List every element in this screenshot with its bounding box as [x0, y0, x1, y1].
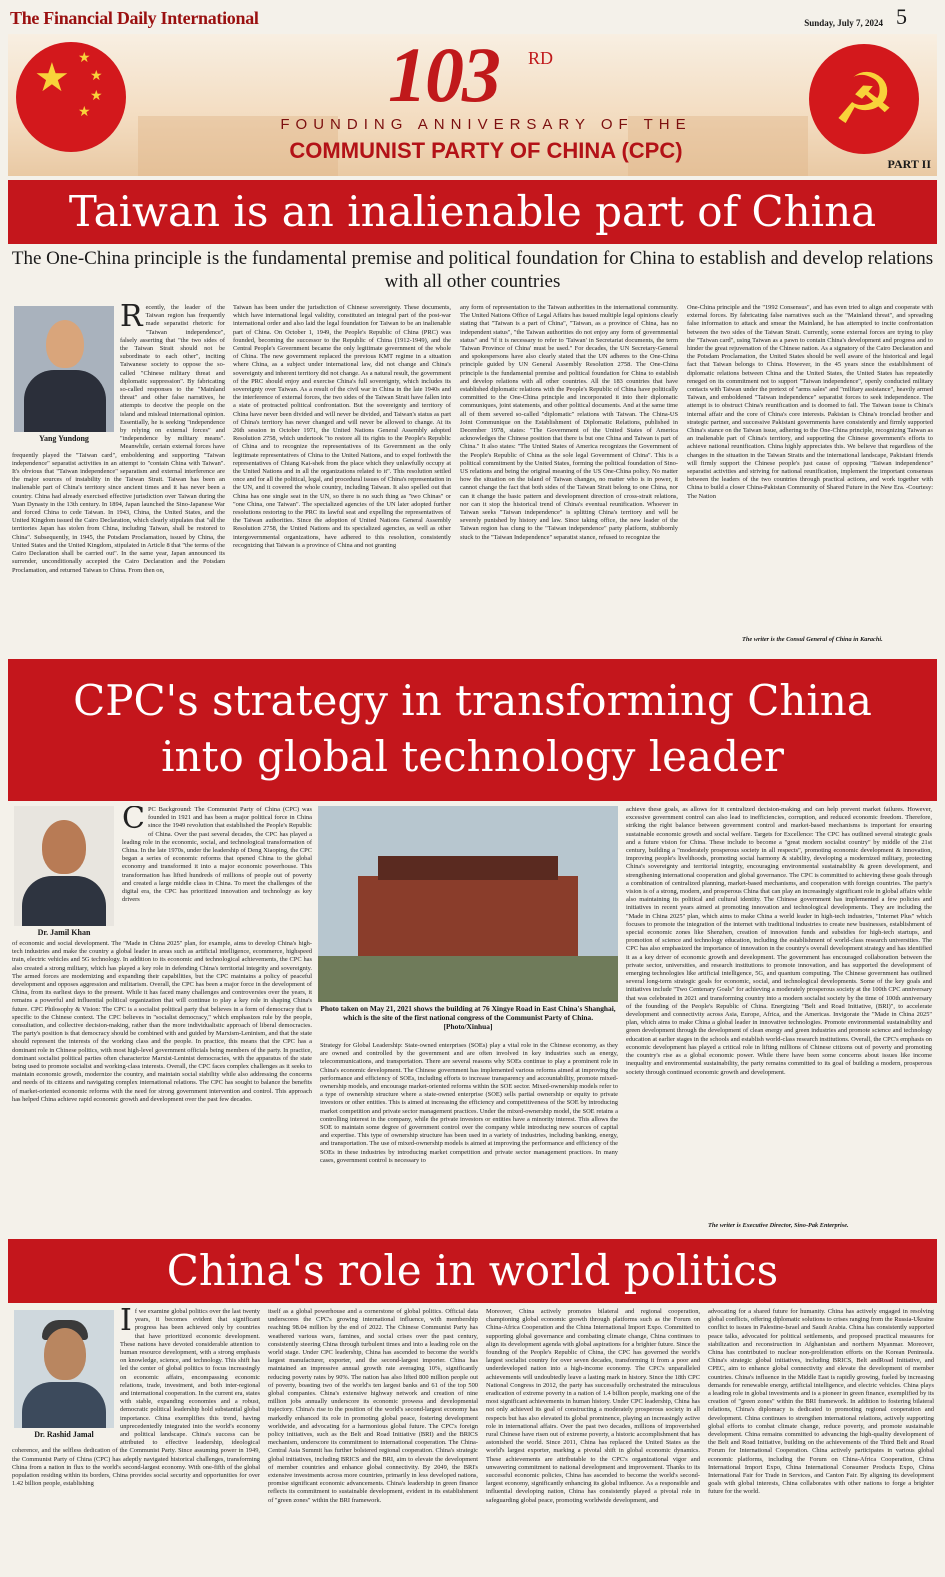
building-roof: [378, 856, 558, 880]
article2-col1b: of economic and social development. The "Made in China 2025" plan, for example, aims to develop China's high-tech industries and make the country a global leader in areas such as artificial intelligence, ecommerce, highspeed train, electric vehicles and 5G technology. In addition to its economic and technological achievements, the CPC has also created a strong military, which has played a key role in defending China's territorial integrity and sovereignty. The armed forces are modernizing and expanding their capabilities, but the CPC maintains a policy of peaceful development and opposes aggression and militarism. Overall, the CPC has been a major force in the development of China, from its earliest days to the present. While it has faced many challenges and controversies over the years, it remains a powerful and influential political organization that will continue to play a key role in shaping China's future. CPC Philosophy & Vision: The CPC is a socialist political party that believes in a form of democracy that is specific to the Chinese context. The CPC believes in "socialist democracy," which emphasizes rule by the people, consultation, and collective decision-making, rather than the more individualistic approach of liberal democracies. The party's position is that democracy should be combined with and guided by Marxism-Leninism, and that the state should represent the interests of the working class and the people. In practice, this means that the CPC has a dominant role in Chinese politics, with most high-level government officials being members of the party. In practice, dominant socialist political parties often characterize Marxist-Leninist democracies, with the apparatus of the state being used to promote socialist and working-class interests. Overall, the CPC faces complex challenges as it seeks to maintain economic growth, modernize the country, and maintain social stability while also addressing the concerns and needs of its citizens and navigating complex international relations. The CPC has sought to balance the benefits of market-oriented economic reforms with the need for strong government intervention and control. This approach has helped China achieve rapid economic growth and development over the past few decades.: [12, 940, 312, 1103]
part-label: PART II: [887, 157, 931, 171]
article1-col1: [12, 304, 225, 648]
article2-writer-note: The writer is Executive Director, Sino-Pak Enterprise.: [708, 1222, 849, 1229]
paper-name: The Financial Daily International: [10, 8, 259, 28]
xingye-road-photo: [318, 806, 618, 1002]
small-star-icon: ★: [78, 105, 91, 120]
dropcap: R: [120, 304, 143, 334]
anniversary-suffix: RD: [528, 48, 554, 68]
portrait-suit: [22, 876, 106, 926]
china-flag-emblem: [16, 42, 126, 152]
author-photo-jamil: [14, 806, 114, 926]
article1-subhead: The One-China principle is the fundamental premise and political foundation for China to establish and develop relations with all other countries: [11, 248, 934, 292]
article3-col1: [12, 1308, 260, 1574]
article3-col2: itself as a global powerhouse and a cornerstone of global politics. Official data underscores the CPC's growing international influence, with membership reaching 98.04 million by the end of 2022. The Chinese Communist Party has weathered various wars, famines, and social crises over the past century, consistently steering China through turbulent times and into a leading role on the world stage. Under CPC leadership, China has ascended to become the world's largest manufacturer, exporter, and the second-largest importer. China has maintained an impressive annual growth rate averaging 10%, significantly reducing poverty rates by 90%. The nation has also lifted 800 million people out of poverty, boasting two of the world's ten largest banks and 61 of the top 500 global companies. China's extensive highway network and creation of nine million jobs annually underscore its economic prowess and developmental trajectory. China's rise to the position of the world's second-largest economy has markedly enhanced its role in promoting global peace, fostering development worldwide, and advocating for a harmonious global future. The CPC's foreign policy initiatives, such as the Belt and Road Initiative (BRI) and the BRICS mechanism, underscore its commitment to international cooperation. The China-Central Asia Summit has further bolstered regional cooperation. China's strategic global initiatives, including BRICS and the BRI, aim to elevate the development of member countries and enhance global connectivity. By 2049, the BRI's extensive investments across more countries, primarily in less developed nations, promise significant economic advancements. China's leadership in green finance reflects its commitment to sustainable development, evident in its establishment of "green zones" within the BRI framework.: [268, 1308, 478, 1504]
banner-line2: COMMUNIST PARTY OF CHINA (CPC): [289, 138, 683, 163]
article2-headline-line1: CPC's strategy in transforming China: [73, 676, 872, 725]
article1-col1-text: ecently, the leader of the Taiwan region has frequently made separatist rhetoric for "Taiwan independence", falsely asserting that "the two sides of the Taiwan Strait should not be subordinate to each other", inciting Taiwanese society to oppose the so-called "Chinese military threat and diplomatic suppression". By fabricating so-called responses to the "Mainland threat" and other false narratives, he attempts to deceive the people on the island and mislead international opinion. Essentially, he is seeking "independence by relying on external forces" and "independence by military means". Meanwhile, certain external forces have frequently played the "Taiwan card", emboldening and supporting "Taiwan independence" separatist activities in an attempt to "contain China with Taiwan". It's obvious that "Taiwan independence" separatism and external interference are the major sources of instability in the Taiwan Strait. Taiwan has been an inalienable part of China's territory since ancient times and it has never been a country. China had already exercised effective jurisdiction over Taiwan during the Yuan Dynasty in the 13th century. In 1894, Japan launched the Sino-Japanese War and forced China to cede Taiwan. In 1943, China, the United States, and the United Kingdom issued the Cairo Declaration, which clearly stipulates that "all the territories Japan has stolen from China, including Taiwan, shall be restored to China". Subsequently, in 1945, the Potsdam Proclamation, issued by China, the United States and the United Kingdom, stipulated in Article 8 that "the terms of the Cairo Declaration shall be carried out". In the same year, Japan announced its surrender, unconditionally accepted the Cairo Declaration and the Potsdam Proclamation, and returned Taiwan to China. From then on,: [12, 304, 225, 574]
article1-col2: Taiwan has been under the jurisdiction of Chinese sovereignty. These documents, which have international legal validity, constituted an integral part of the post-war international order and also laid the legal foundation for Taiwan to be an inalienable part of China. On October 1, 1949, the People's Republic of China (PRC) was founded, becoming the successor to the Republic of China (1912-1949), and the Central People's Government became the only legitimate government of the whole of China. The new government replaced the previous KMT regime in a situation where China, as a subject under international law, did not change and China's sovereignty and inherent territory did not change. As a natural result, the government of the PRC should enjoy and exercise China's full sovereignty, which includes its sovereignty over Taiwan. As a result of the civil war in China in the late 1940s and the interference of external forces, the two sides of the Taiwan Strait have fallen into a state of protracted political confrontation. But the sovereignty and territory of China have never been divided and will never be divided, and Taiwan's status as part of China's territory has never changed and will never be allowed to change. At its 26th session in October 1971, the United Nations General Assembly adopted Resolution 2758, which undertook "to restore all its rights to the People's Republic of China and to recognize the representatives of its Government as the only legitimate representatives of China to the United Nations, and to expel forthwith the representatives of Chiang Kai-shek from the place which they unlawfully occupy at the United Nations and in all the organizations related to it". This resolution settled once and for all the political, legal, and procedural issues of China's representation in the UN, and it covered the whole country, including Taiwan. It also spelled out that China has one single seat in the UN, so there is no such thing as "two Chinas" or "one China, one Taiwan". The specialized agencies of the UN later adopted further resolutions restoring to the PRC its lawful seat and expelling the representatives of the Taiwan authorities. Since the adoption of United Nations General Assembly Resolution 2758, the United Nations and its specialized agencies, as well as other intergovernmental organizations, have adhered to this resolution, consistently recognizing that Taiwan is a province of China and not granting: [233, 304, 451, 549]
hammer-sickle-icon: ☭: [809, 44, 919, 154]
article3-col1-text: f we examine global politics over the last twenty years, it becomes evident that significant progress has been achieved only by countries that have prioritized economic development. These nations have devoted considerable attention to human resource development, with a strong emphasis on knowledge, science, and technology. This shift has led the center of global politics to focus increasingly on economic affairs, encompassing economic relations, trade, investment, and both inter-regional and international cooperation. In the current era, states with stable, expanding economies and a robust, democratic political leadership hold substantial global importance. China exemplifies this trend, having unprecedentedly integrated into the world's economy and political landscape. China's success can be attributed to effective leadership, ideological coherence, and the selfless dedication of the Communist Party. Since assuming power in 1949, the Communist Party of China (CPC) has adeptly navigated historical challenges, transforming China from a nation in flux to the world's second-largest economy. With one-fifth of the global population residing within its borders, China provides social security and opportunities for over 1.42 billion people, establishing: [12, 1308, 260, 1488]
article2-col1a-text: PC Background: The Communist Party of China (CPC) was founded in 1921 and has been a major political force in China since the 1949 revolution that established the People's Republic of China. Over the past several decades, the CPC has played a leading role in the economic, social, and technological transformation of China. In the late 1970s, under the leadership of Deng Xiaoping, the CPC began a series of economic reforms that opened China to the global economy and transformed it into a major economic powerhouse. This transformation has lifted hundreds of millions of people out of poverty and created a large middle class in China. To meet the challenges of the digital era, the CPC has prioritized innovation and technology as key drivers: [122, 806, 312, 904]
portrait-face: [42, 820, 86, 874]
dropcap: I: [120, 1308, 132, 1338]
photo-spacer: [12, 304, 120, 444]
author-name-yang: Yang Yundong: [39, 434, 89, 443]
author-name-jamil: Dr. Jamil Khan: [37, 928, 91, 937]
big-star-icon: ★: [34, 55, 70, 100]
article2-col3: achieve these goals, as allows for it centralized decision-making and can help prevent market failures. However, excessive government control can also lead to inefficiencies, corruption, and reduced economic freedom. Therefore, striking the right balance between government control and market-based mechanisms is important for ensuring sustainable economic growth and social welfare. Targets for Excellence: The CPC has outlined several strategic goals and a future vision for China. These include to become a "great modern socialist country" by middle of the 21st century, building a "moderately prosperous society in all respects", promoting economic development & innovation, improving people's livelihoods, promoting social harmony & stability, developing a modernized military, protecting China's sovereignty and territorial integrity, encouraging environmental sustainability & green development, and strengthening international cooperation and global governance. The CPC is committed to achieving these goals through a combination of centralized planning, market-based mechanisms, and cooperation with foreign countries. The party's vision is of a strong, modern, and prosperous China that can play an increasingly significant role in global affairs while also maintaining its political and cultural identity. The Chinese government has implemented a few policies and initiatives in recent years aimed at promoting innovation and technological developments. They are including the "Made in China 2025" plan, which aims to make China a world leader in high-tech industries, "Internet Plus" which focuses to promote the integration of the internet with traditional industries to create new businesses, establishment of special economic zones like Shenzhen, creation of innovation funds and subsidies for high-tech startups, and promotion of science and technology education, including the establishment of world-class research universities. The CPC has also emphasized the importance of innovation in the country's overall development strategy and has identified it as a key driver of economic growth and development. The government has encouraged collaboration between the private sector, universities, and research institutions to promote innovation, and has supported the development of emerging technologies like artificial intelligence, 5G, and quantum computing. The Chinese government has outlined several long-term strategic goals for economic, social, and technological developments. Some of the key goals and initiatives include "Two Centenary Goals" for achieving a moderately prosperous society at the 100th CPC anniversary that was celebrated in 2021 and transforming country into a modern socialist society by the time of 100th anniversary of the founding of the People's Republic of China. Energizing "Belt and Road Initiative, (BRI)", to accelerate development and connectivity across Asia, Europe, Africa, and the Americas. Invigorate the "Made in China 2025" plan, which aims to make China a global leader in innovative technologies. Promote environmental sustainability and green development through the development of clean energy and green industries and promote science and technology education at earlier stages in the schools and establish world-class research institutions. Overall, the CPC's emphasis on economic development has played a critical role in lifting millions of Chinese citizens out of poverty and promoting the country's rise as a global economic power. While there have been some concerns about issues like income inequality and environmental sustainability, the party remains committed to its goal of building a modern, prosperous society through continued economic growth and development.: [626, 806, 932, 1076]
anniversary-banner: [8, 34, 937, 176]
page-number: 5: [896, 4, 907, 29]
small-star-icon: ★: [90, 89, 103, 104]
small-star-icon: ★: [78, 51, 91, 66]
small-star-icon: ★: [90, 69, 103, 84]
article2-headline-line2: into global technology leader: [161, 732, 784, 781]
article1-writer-note: The writer is the Consul General of China in Karachi.: [742, 636, 883, 643]
anniversary-number: 103: [388, 34, 499, 118]
photo-spacer: [12, 1308, 120, 1440]
article3-col4: advocating for a shared future for humanity. China has actively engaged in resolving global conflicts, offering diplomatic solutions to crises ranging from the Russia-Ukraine conflict to issues in Palestine-Israel and Saudi Arabia. China has consistently supported peace talks, advocated for political settlements, and proposed practical measures for stabilization and reconstruction in Afghanistan and northern Myanmar. Moreover, China has contributed to nuclear non-proliferation efforts on the Korean Peninsula. China's strategic global initiatives, including BRICS, Belt andRoad Initiative, and CPEC, aim to enhance global connectivity and elevate the development of member countries. China's influence in the Middle East is rapidly growing, fueled by increasing demands for renewable energy, artificial intelligence, and electric vehicles. China plays a leading role in global investments and is a pioneer in green finance, exemplified by its creation of "green zones" within the BRI framework. In addition to fostering bilateral relations, China's diplomacy is dedicated to promoting regional cooperation and development. China continues to strengthen international relations, actively supporting global efforts to combat climate change, reduce poverty, and promote sustainable development. China remains committed to advancing the high-quality development of the Belt and Road Initiative, building on the achievements of the Third Belt and Road Forum for International Cooperation. China actively participates in various global economic platforms, including the Forum on China-Africa Cooperation, China International Import Expo, China International Consumer Products Expo, China International Fair for Trade in Services, and Canton Fair. By aligning its development goals with global interests, China collaborates with other nations to forge a brighter future for the world.: [708, 1308, 934, 1496]
author-name-rashid: Dr. Rashid Jamal: [34, 1430, 94, 1439]
issue-date: Sunday, July 7, 2024: [804, 18, 883, 28]
article3-col3: Moreover, China actively promotes bilateral and regional cooperation, championing global economic growth through platforms such as the Forum on China-Africa Cooperation and the China International Import Expo. Committed to supporting global governance and combating climate change, China continues to align its development agenda with global aspirations for a brighter future. Since the founding of the People's Republic of China, the CPC has governed the world's largest socialist country for over seven decades, transforming it from a poor and underdeveloped nation into a high-income economy. The CPC's unparalleled achievements will undoubtedly leave a lasting mark in history. Since the 18th CPC National Congress in 2012, the party has successfully orchestrated the miraculous eradication of extreme poverty in a nation of 1.4 billion people, marking one of the most significant achievements in human history. Under CPC leadership, China has not only achieved its goal of constructing a moderately prosperous society in all respects but has also elevated its global prominence, playing an increasingly active role in international affairs. Over the past two decades, millions of impoverished rural Chinese have risen out of extreme poverty, a historic accomplishment that has astonished the world. Since 2011, China has replaced the United States as the world's largest exporter, marking a pivotal shift in global economic dynamics. These achievements are attributable to the CPC's organizational vigor and unwavering commitment to national development and improvement. Thanks to its successful economic policies, China has ascended to become the world's second-largest economy, significantly enhancing its global influence. As a responsible and influential developing nation, China has consistently played a pivotal role in safeguarding global peace, promoting worldwide development, and: [486, 1308, 700, 1504]
banner-line1: FOUNDING ANNIVERSARY OF THE: [280, 116, 692, 133]
masthead: [0, 0, 945, 32]
article2-headline: [8, 659, 937, 801]
article1-headline: Taiwan is an inalienable part of China: [8, 180, 937, 244]
article1-col3: any form of representation to the Taiwan authorities in the international community. The United Nations Office of Legal Affairs has issued multiple legal opinions clearly stating that "Taiwan is a part of China", "Taiwan, as a province of China, has no independent status", "the Taiwan authorities do not enjoy any form of governmental status" and "if it is necessary to refer to 'Taiwan' in Secretariat documents, the term 'Taiwan Province of China' must be used." For decades, the UN Secretary-General and spokespersons have also clearly stated that the UN adheres to the One-China principle guided by UN General Assembly Resolution 2758. The One-China principle is the fundamental premise and political foundation for China to establish and develop relations with all other countries. All the 183 countries that have established diplomatic relations with the People's Republic of China have politically committed to the One-China principle and incorporated it into their diplomatic communiques, joint statements, and other political documents. And at the same time all of them severed so-called "diplomatic" relations with Taiwan. The China-US Joint Communique on the Establishment of Diplomatic Relations, published in December 1978, states: "The Government of the United States of America acknowledges the Chinese position that there is but one China and Taiwan is part of China." It also states: "The United States of America recognizes the Government of the People's Republic of China as the sole legal Government of China". This is a political commitment by the United States, forming the political foundation of Sino-US relations and being the original meaning of the US One-China policy. No matter how the situation on the island of Taiwan changes, no matter who is in power, it cannot change the fact that both sides of the Taiwan Strait belong to one China, nor can it change the basic pattern and development direction of cross-strait relations, nor can it stop the historical trend of China's eventual reunification. Whoever in Taiwan seeks "Taiwan independence" is splitting China's territory and will be severely punished by history and law. Since taking office, the new leader of the Taiwan region has clung to the "Taiwan independence" party platform, stubbornly stuck to the "Taiwan Independence" separatist stance, refused to recognize the: [460, 304, 678, 541]
photo-caption: Photo taken on May 21, 2021 shows the building at 76 Xingye Road in East China's Shanghai, which is the site of the first national congress of the Communist Party of China. [Photo/Xinhua]: [320, 1004, 616, 1031]
article2-col1a: [122, 806, 312, 938]
article3-headline: China's role in world politics: [8, 1239, 937, 1303]
dropcap: C: [122, 806, 145, 836]
article1-col4: One-China principle and the "1992 Consensus", and has even tried to align and cooperate with external forces. By fabricating false narratives such as the "Mainland threat", and spreading false information to attack and smear the Mainland, he has attempted to incite confrontation between the two sides of the Taiwan Strait. Currently, some external forces are trying to play the "Taiwan card", using Taiwan as a pawn to contain China's development and progress and to hinder the great rejuvenation of the Chinese nation. As a signatory of the Cairo Declaration and the Potsdam Proclamation, the United States should be well aware of the historical and legal fact that Taiwan belongs to China. However, in the 45 years since the establishment of diplomatic relations between China and the United States, the United States has repeatedly reneged on its commitment not to support "Taiwan independence", openly conducted military contacts with Taiwan under the pretext of "arms sales" and "military assistance", heavily armed Taiwan, and emboldened "Taiwan independence" separatist forces to seek independence. The attempt is to obstruct China's reunification and is doomed to fail. The Taiwan issue is China's internal affair and the core of China's core interests. Pakistan is China's ironclad brother and strategic partner, and successive Pakistani governments have consistently and firmly supported China's stance on the Taiwan issue, adhering to the One-China principle, recognizing Taiwan as an inalienable part of China's territory, and supporting the Chinese government's efforts to achieve national reunification. China highly appreciates this. We believe that regardless of the changes in the situation in the Taiwan Straits and the international landscape, Pakistani friends will firmly support the Chinese people's just cause of opposing "Taiwan independence" separatist activities and striving for national reunification, implement the important consensus between the leaders of the two countries through practical actions, and work together with China to build a closer China-Pakistan Community of Shared Future in the New Era. -Courtesy: The Nation: [687, 304, 933, 500]
article2-col2: Strategy for Global Leadership: State-owned enterprises (SOEs) play a vital role in the Chinese economy, as they are owned and controlled by the government and are often involved in key industries such as energy, telecommunications, and transportation. There are several reasons why SOEs continue to play a prominent role in China's economic development. The Chinese government has implemented various reforms aimed at improving the performance and efficiency of SOEs, including efforts to increase transparency and accountability, promote mixed-ownership models, and encourage market-oriented reforms within the SOE sector. Mixed-ownership models refer to a type of ownership structure where a state-owned enterprise (SOE) sells partial ownership or equity to private investors or other entities. This is aimed at increasing the efficiency and competitiveness of the SOE by introducing market competition and private sector management practices. Under the mixed-ownership model, the SOE retains a controlling interest in the company, while the private investors or entities have a minority interest. This allows the SOE to maintain some degree of government control over the company while introducing new sources of capital and expertise. This type of ownership structure has been used in a variety of industries, including banking, energy, and transportation. The use of mixed-ownership models is aimed at improving the performance and efficiency of the SOEs in these industries by introducing market competition and private sector management practices. In many cases, government control is necessary to: [320, 1042, 618, 1164]
street-trees: [318, 956, 618, 1002]
